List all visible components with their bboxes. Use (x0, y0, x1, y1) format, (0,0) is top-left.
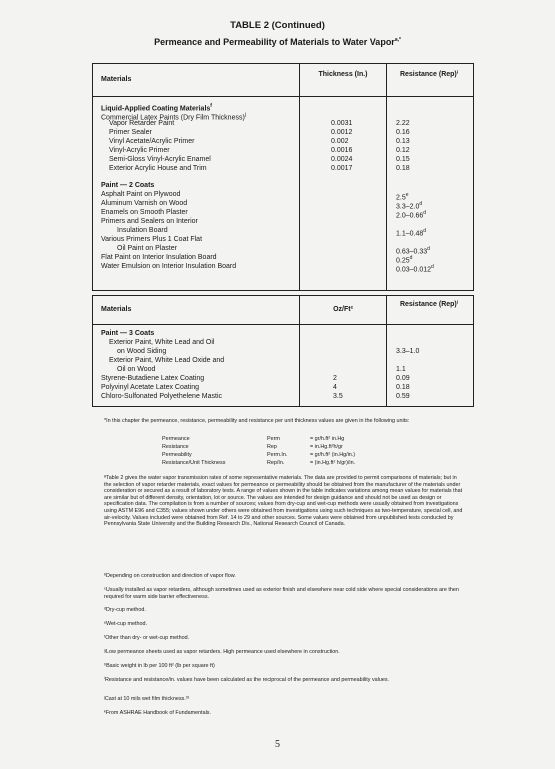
table-row-label: Semi-Gloss Vinyl-Acrylic Enamel (109, 156, 211, 163)
table-cell-resistance: 2.22 (396, 120, 410, 127)
permeance-table-2 (92, 295, 474, 407)
column-divider (386, 64, 387, 290)
table-cell-resistance: 0.13 (396, 138, 410, 145)
table-row-label: Commercial Latex Paints (Dry Film Thickness)$^j$ (101, 112, 246, 122)
table-row-label: Vapor Retarder Paint (109, 120, 175, 127)
footnote-i: ⁱResistance and resistance/in. values have been calculated as the reciprocal of the permeance and permeability values. (104, 677, 390, 683)
table-cell-resistance: 0.16 (396, 129, 410, 136)
header-materials: Materials (101, 76, 132, 83)
unit-symbol: Perm.In. (267, 452, 288, 458)
permeance-table-1 (92, 63, 474, 291)
unit-name: Resistance/Unit Thickness (162, 460, 226, 466)
column-divider (386, 296, 387, 406)
unit-name: Resistance (162, 444, 189, 450)
table-row-label: Exterior Paint, White Lead Oxide and (109, 357, 225, 364)
table-row-label: Exterior Paint, White Lead and Oil (109, 339, 215, 346)
footnote-k: ᵏFrom ASHRAE Handbook of Fundamentals. (104, 710, 211, 716)
table-row-label: Vinyl-Acrylic Primer (109, 147, 170, 154)
footnote-a: ªTable 2 gives the water vapor transmission rates of some representative materials. The data are provided to permit comparisons of materials; but in the selection of vapor retarder materials, exact values for permeance or permeability should be obtained from the manufacturer of the materials under consideration or secured as a result of laboratory tests. A range of values shown in the table indicates variations among mean values for materials that are similar but of different density, orientation, lot or source. The values are intended for design guidance and should not be used as design or specification data. The compilation is from a number of sources; values from dry-cup and wet-cup methods were usually obtained from investigations using ASTM E96 and C355; values shown under others were obtained from investigations using such techniques as two-temperature, special cell, and air-velocity. Values included were obtained from Ref. 14 to 29 and other sources. Some values were obtained from unpublished tests conducted by Pennsylvania State University and the Building Research Div., National Research Council of Canada. (104, 475, 463, 528)
table-row-label: Oil Paint on Plaster (117, 245, 177, 252)
table-cell-thickness: 0.0012 (331, 129, 353, 136)
page-title: TABLE 2 (Continued) (230, 20, 325, 31)
table-cell-resistance: 2.0–0.66$^d$ (396, 210, 427, 220)
table-1-header-row (93, 64, 473, 97)
footnote-f: ᶠOther than dry- or wet-cup method. (104, 635, 190, 641)
table-cell-resistance: 0.12 (396, 147, 410, 154)
table-cell-resistance: 3.3–2.0$^d$ (396, 201, 423, 211)
unit-symbol: Rep (267, 444, 277, 450)
table-row-label: Vinyl Acetate/Acrylic Primer (109, 138, 195, 145)
table-cell-resistance: 0.09 (396, 375, 410, 382)
unit-name: Permeance (162, 436, 190, 442)
column-divider (299, 64, 300, 290)
table-cell-resistance: 3.3–1.0 (396, 348, 420, 355)
unit-definition: = (in.Hg.ft² h/gr)/in. (310, 460, 356, 466)
footnote-c: ᶜUsually installed as vapor retarders, although sometimes used as exterior finish and elsewhere near cold side where special considerations are then required for warm side barrier effectiveness. (104, 587, 459, 600)
header-resistance: Resistance (Rep)ⁱ (399, 301, 459, 308)
table-row-label: Various Primers Plus 1 Coat Flat (101, 236, 203, 243)
table-cell-thickness: 0.0016 (331, 147, 353, 154)
unit-definition: = gr/h.ft² in.Hg (310, 436, 345, 442)
table-cell-thickness: 0.0024 (331, 156, 353, 163)
header-oz-per-ft2: Oz/Ft² (333, 306, 353, 313)
column-divider (299, 296, 300, 406)
table-cell-thickness: 0.0031 (331, 120, 353, 127)
unit-definition: = in.Hg.ft²h/gr (310, 444, 343, 450)
table-cell-resistance: 1.1–0.48$^d$ (396, 228, 427, 238)
table-cell-resistance: 2.5e (396, 192, 409, 202)
unit-name: Permeability (162, 452, 192, 458)
table-row-label: Primers and Sealers on Interior (101, 218, 198, 225)
table-row-label: on Wood Siding (117, 348, 167, 355)
table-cell-resistance: 0.25$^d$ (396, 255, 413, 265)
table-cell-resistance: 0.15 (396, 156, 410, 163)
table-row-label: Water Emulsion on Interior Insulation Board (101, 263, 237, 270)
table-cell-resistance: 0.18 (396, 165, 410, 172)
footnote-j: ʲCast at 10 mils wet film thickness.³¹ (104, 696, 190, 702)
header-thickness: Thickness (In.) (318, 71, 368, 78)
table-row-label: Asphalt Paint on Plywood (101, 191, 181, 198)
table-row-label: Styrene-Butadiene Latex Coating (101, 375, 205, 382)
footnote-g: ᵍLow permeance sheets used as vapor retarders. High permeance used elsewhere in construction. (104, 649, 340, 655)
page-subtitle: Permeance and Permeability of Materials to Water Vapor$^{a,*}$ (154, 37, 401, 47)
unit-definition: = gr/h.ft² (in.Hg/in.) (310, 452, 356, 458)
unit-symbol: Rep/In. (267, 460, 285, 466)
table-row-label: Oil on Wood (117, 366, 156, 373)
table-row-label: Polyvinyl Acetate Latex Coating (101, 384, 200, 391)
table-row-label: Aluminum Varnish on Wood (101, 200, 188, 207)
table-row-label: Exterior Acrylic House and Trim (109, 165, 207, 172)
table-cell-resistance: 0.59 (396, 393, 410, 400)
table-row-label: Paint — 2 Coats (101, 182, 155, 189)
footnote-star: *In this chapter the permeance, resistance, permeability and resistance per unit thickness values are given in the following units: (104, 418, 410, 424)
page-number: 5 (275, 739, 280, 750)
unit-symbol: Perm (267, 436, 280, 442)
table-cell-thickness: 0.0017 (331, 165, 353, 172)
table-row-label: Liquid-Applied Coating Materials$^f$ (101, 103, 212, 113)
table-row-label: Paint — 3 Coats (101, 330, 155, 337)
footnote-e: ᵉWet-cup method. (104, 621, 147, 627)
table-cell-resistance: 0.18 (396, 384, 410, 391)
table-cell-resistance: 0.63–0.33$^d$ (396, 246, 430, 256)
header-resistance: Resistance (Rep)ⁱ (399, 71, 459, 78)
table-row-label: Primer Sealer (109, 129, 152, 136)
footnote-h: ʰBasic weight in lb per 100 ft² (lb per square ft) (104, 663, 215, 669)
table-row-label: Enamels on Smooth Plaster (101, 209, 188, 216)
table-2-header-row (93, 296, 473, 325)
subtitle-footnote-marks: a,* (394, 37, 401, 43)
table-cell-oz: 3.5 (333, 393, 343, 400)
table-cell-thickness: 0.002 (331, 138, 349, 145)
footnote-d: ᵈDry-cup method. (104, 607, 146, 613)
footnote-b: ᵇDepending on construction and direction of vapor flow. (104, 573, 236, 579)
table-cell-oz: 4 (333, 384, 337, 391)
header-materials: Materials (101, 306, 132, 313)
table-cell-resistance: 1.1 (396, 366, 406, 373)
table-cell-resistance: 0.03–0.012$^d$ (396, 264, 434, 274)
table-row-label: Insulation Board (117, 227, 168, 234)
table-row-label: Chloro-Sulfonated Polyethelene Mastic (101, 393, 223, 400)
table-row-label: Flat Paint on Interior Insulation Board (101, 254, 217, 261)
table-cell-oz: 2 (333, 375, 337, 382)
